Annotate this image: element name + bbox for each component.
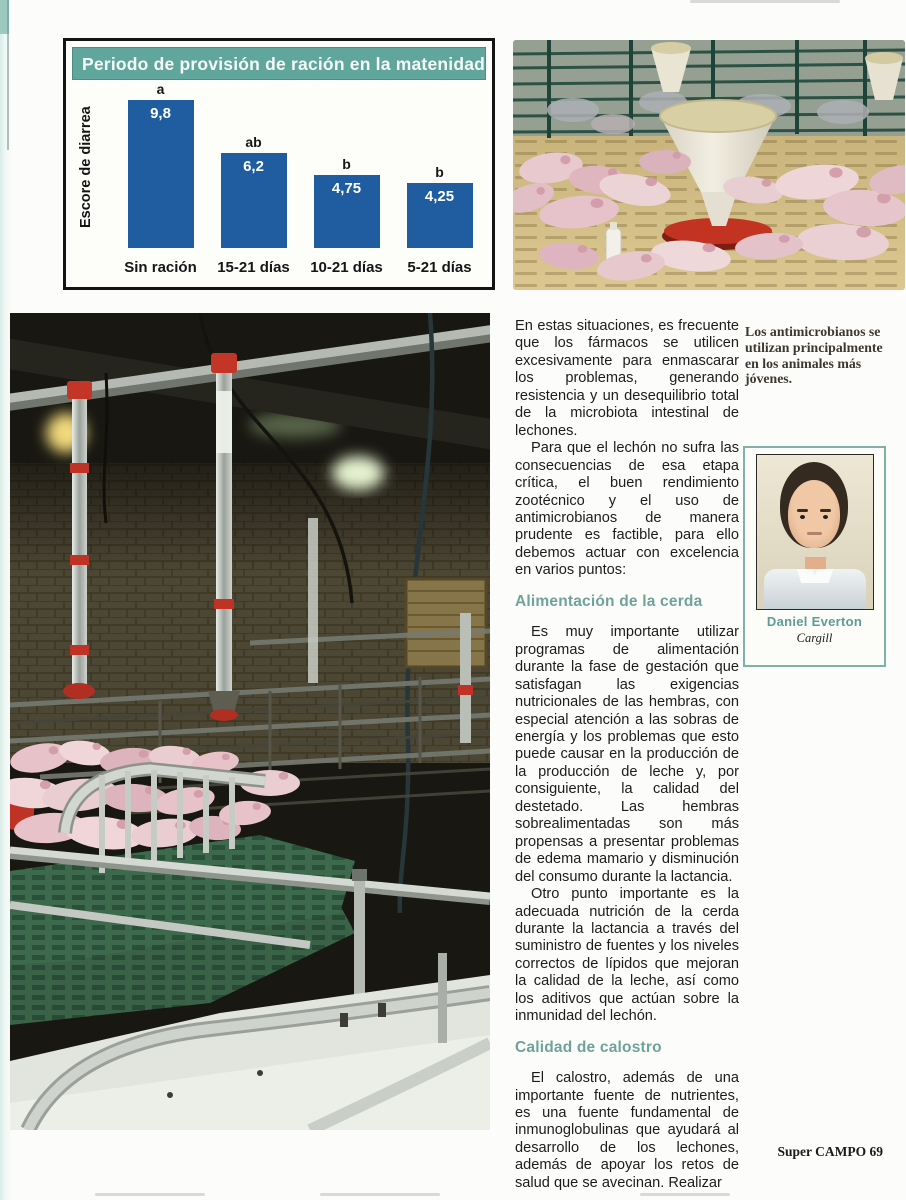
category-label: 15-21 días bbox=[217, 259, 290, 276]
significance-letter: b bbox=[435, 163, 444, 180]
portrait-face bbox=[788, 480, 840, 548]
article-paragraph: Es muy importante utilizar programas de alimentación durante la fase de gestación que satisfagan las exigencias nutricionales de las hembras, con especial atención a las sobras de energía y los problemas que esto puede causar en la producción de la producción de leche y, por consiguiente, la calidad del destetado. Las hembras sobrealimentadas son más propensas a presentar problemas de edema mamario y disminución del consumo durante la lactancia. bbox=[515, 624, 739, 885]
chart-bar bbox=[128, 100, 194, 248]
article-paragraph: En estas situaciones, es frecuente que los fármacos se utilicen excesivamente para enmascarar los problemas, generando resistencia y un desequilibrio total de la microbiota intestinal de lechones. bbox=[515, 318, 739, 439]
portrait-brow bbox=[820, 509, 831, 512]
diarrhea-score-chart bbox=[63, 38, 495, 290]
chart-bars-area bbox=[114, 81, 486, 248]
chart-bar bbox=[221, 153, 287, 248]
bar-value-label: 6,2 bbox=[243, 158, 264, 176]
scan-smudge bbox=[690, 0, 840, 3]
scan-smudge bbox=[320, 1193, 440, 1196]
pull-quote: Los antimicrobianos se utilizan principalmente en los animales más jóvenes. bbox=[745, 324, 883, 387]
expert-card bbox=[743, 446, 886, 667]
category-label: Sin ración bbox=[124, 259, 197, 276]
chart-bar bbox=[314, 175, 380, 248]
article-paragraph: Otro punto importante es la adecuada nutrición de la cerda durante la lactancia a través del suministro de fuentes y los niveles correctos de lípidos que mejoran la calidad de la leche, así como los aditivos que actúan sobre la inmunidad del lechón. bbox=[515, 886, 739, 1025]
scan-line-artifact bbox=[7, 0, 9, 150]
expert-portrait-photo bbox=[756, 454, 874, 610]
significance-letter: ab bbox=[245, 134, 262, 151]
farrowing-barn-photo bbox=[10, 313, 490, 1130]
section-heading-calostro: Calidad de calostro bbox=[515, 1038, 662, 1056]
portrait-eye bbox=[800, 515, 805, 519]
chart-title: Periodo de provisión de ración en la matenidad bbox=[72, 47, 486, 80]
chart-bar bbox=[407, 183, 473, 248]
bar-value-label: 9,8 bbox=[150, 105, 171, 122]
category-label: 5-21 días bbox=[407, 259, 472, 276]
article-paragraph: El calostro, además de una importante fuente de nutrientes, es una fuente fundamental de inmunoglobulinas que ayudará al desarrollo de los lechones, además de apoyar los retos de salud que se avecinan. Realizar bbox=[515, 1070, 739, 1191]
chart-bar-slot bbox=[207, 81, 300, 248]
scan-smudge bbox=[95, 1193, 205, 1196]
article-paragraph: Para que el lechón no sufra las consecuencias de esa etapa crítica, el buen rendimiento zootécnico y el uso de antimicrobianos de manera prudente es factible, para ello debemos actuar con excelencia en varios puntos: bbox=[515, 440, 739, 579]
category-label: 10-21 días bbox=[310, 259, 383, 276]
chart-category-labels bbox=[114, 259, 486, 276]
chart-bar-slot bbox=[393, 81, 486, 248]
expert-organization: Cargill bbox=[796, 631, 833, 645]
section-heading-alimentacion: Alimentación de la cerda bbox=[515, 592, 703, 610]
scan-smudge bbox=[640, 1193, 730, 1196]
significance-letter: a bbox=[156, 81, 165, 97]
article-body bbox=[515, 318, 739, 1192]
farrowing-barn-illustration bbox=[10, 313, 490, 1130]
bar-value-label: 4,75 bbox=[331, 180, 362, 198]
portrait-brow bbox=[797, 509, 808, 512]
significance-letter: b bbox=[342, 156, 351, 173]
piglets-feeder-photo bbox=[513, 40, 905, 290]
piglets-feeder-illustration bbox=[513, 40, 905, 290]
chart-bar-slot bbox=[114, 81, 207, 248]
portrait-mouth bbox=[807, 532, 822, 535]
page-footer: Super CAMPO 69 bbox=[777, 1144, 883, 1159]
chart-bar-slot bbox=[300, 81, 393, 248]
expert-name: Daniel Everton bbox=[766, 614, 863, 629]
chart-y-axis-label: Escore de diarrea bbox=[78, 106, 94, 228]
bar-value-label: 4,25 bbox=[424, 187, 455, 205]
portrait-eye bbox=[823, 515, 828, 519]
